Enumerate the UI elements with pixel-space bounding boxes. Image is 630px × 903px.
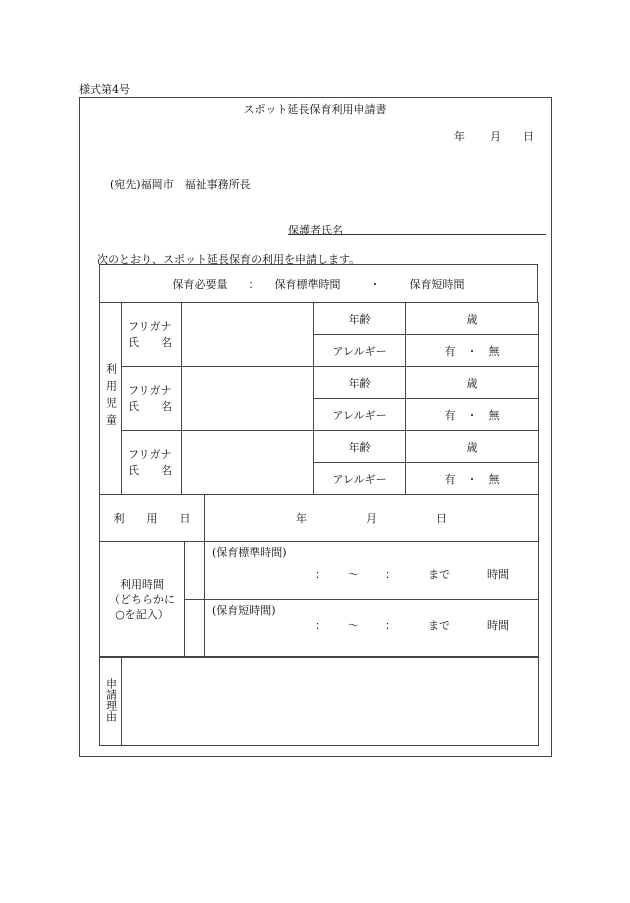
child-2-allergy-label: アレルギー: [314, 399, 406, 431]
child-3-allergy-label: アレルギー: [314, 463, 406, 495]
usage-time-standard-tilde: ～: [348, 568, 359, 581]
usage-time-standard-heading: (保育標準時間): [212, 546, 287, 559]
care-need-row[interactable]: [100, 265, 538, 303]
child-1-name-input[interactable]: [182, 303, 314, 367]
child-2-name-input[interactable]: [182, 367, 314, 431]
care-need-colon: ：: [248, 277, 260, 291]
usage-time-short-heading: (保育短時間): [212, 604, 276, 617]
child-3-age-unit: 歳: [466, 440, 478, 454]
child-1-allergy-label: アレルギー: [314, 335, 406, 367]
usage-time-standard-colon1: ：: [315, 568, 326, 581]
usage-time-table: [99, 541, 539, 658]
child-3-name-label: フリガナ 氏 名: [122, 431, 182, 495]
addressee: (宛先)福岡市 福祉事務所長: [110, 178, 251, 191]
usage-date-table: [99, 494, 539, 542]
usage-time-label: [100, 542, 185, 658]
child-1-age-input[interactable]: [406, 303, 539, 335]
child-2-allergy-options[interactable]: 有 ・ 無: [406, 399, 539, 431]
child-1-age-unit: 歳: [466, 312, 478, 326]
form-number: 様式第4号: [79, 83, 130, 96]
usage-time-short-hours: 時間: [487, 619, 509, 632]
intro-text: 次のとおり、スポット延長保育の利用を申請します。: [97, 253, 361, 266]
usage-time-label-line3: ○を記入）: [115, 608, 169, 621]
reason-input[interactable]: [122, 657, 539, 746]
usage-date-day: 日: [436, 512, 447, 525]
usage-time-short-tilde: ～: [348, 619, 359, 632]
date-year: 年: [454, 130, 465, 143]
child-1-allergy-options[interactable]: 有 ・ 無: [406, 335, 539, 367]
guardian-name-label: 保護者氏名: [288, 224, 343, 237]
children-table: [99, 302, 539, 495]
child-2-name-label: フリガナ 氏 名: [122, 367, 182, 431]
reason-label: 申請理由: [100, 657, 122, 746]
care-need-label: 保育必要量: [172, 277, 228, 291]
care-need-separator: ・: [369, 277, 381, 291]
child-2-age-label: 年齢: [314, 367, 406, 399]
child-2-age-unit: 歳: [466, 376, 478, 390]
usage-time-short-marker[interactable]: [185, 600, 205, 658]
child-1-name-label: フリガナ 氏 名: [122, 303, 182, 367]
date-day: 日: [523, 130, 534, 143]
children-section-label: 利用児童: [100, 303, 122, 495]
child-3-name-input[interactable]: [182, 431, 314, 495]
date-month: 月: [490, 130, 501, 143]
usage-time-standard-until: まで: [428, 568, 450, 581]
usage-time-standard-colon2: ：: [385, 568, 396, 581]
child-3-age-label: 年齢: [314, 431, 406, 463]
usage-time-standard-marker[interactable]: [185, 542, 205, 600]
usage-time-standard-hours: 時間: [487, 568, 509, 581]
usage-date-year: 年: [296, 512, 307, 525]
reason-table: [99, 656, 539, 746]
usage-time-short-colon2: ：: [385, 619, 396, 632]
usage-time-label-line1: 利用時間: [120, 578, 164, 591]
usage-time-label-line2: （どちらかに: [109, 593, 175, 606]
usage-date-month: 月: [366, 512, 377, 525]
care-need-short-option[interactable]: 保育短時間: [409, 277, 465, 291]
usage-time-short-colon1: ：: [315, 619, 326, 632]
care-need-standard-option[interactable]: 保育標準時間: [274, 277, 341, 291]
child-1-age-label: 年齢: [314, 303, 406, 335]
care-need-table: [99, 264, 538, 303]
usage-date-label: 利 用 日: [100, 495, 205, 542]
usage-date-input[interactable]: [205, 495, 539, 542]
child-3-age-input[interactable]: [406, 431, 539, 463]
guardian-name-line[interactable]: [288, 234, 546, 235]
usage-time-short-field[interactable]: [205, 600, 539, 658]
child-2-age-input[interactable]: [406, 367, 539, 399]
usage-time-standard-field[interactable]: [205, 542, 539, 600]
usage-time-short-until: まで: [428, 619, 450, 632]
form-title: スポット延長保育利用申請書: [243, 103, 387, 116]
child-3-allergy-options[interactable]: 有 ・ 無: [406, 463, 539, 495]
